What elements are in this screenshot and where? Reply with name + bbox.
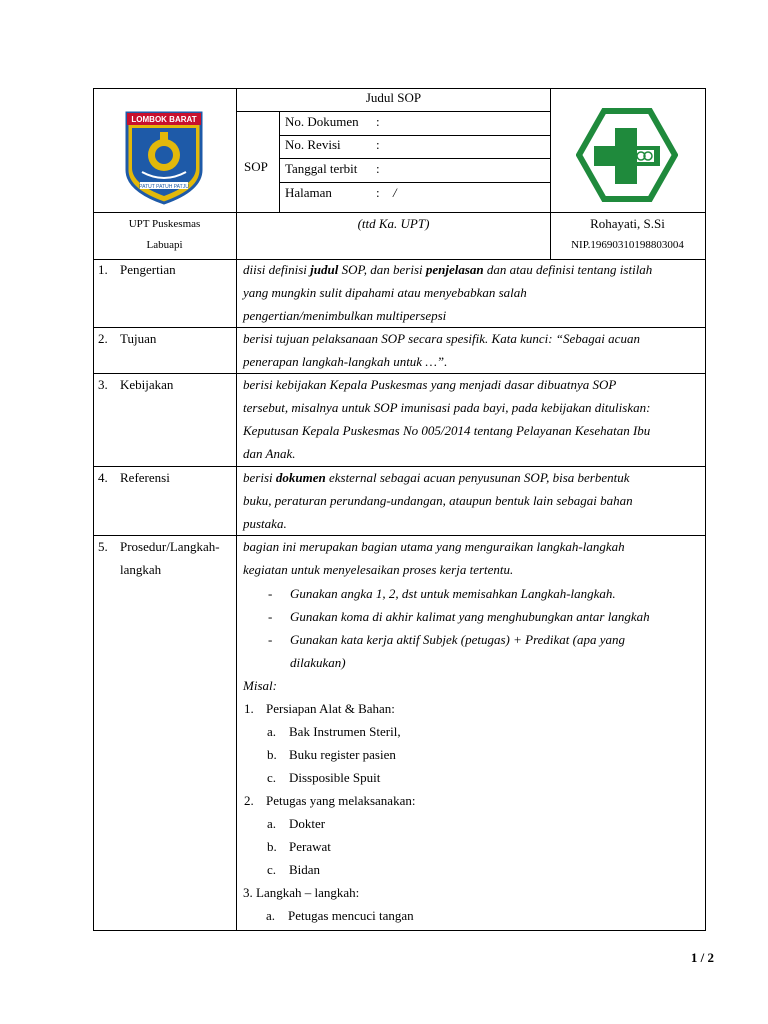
sublist-item: Bak Instrumen Steril, — [289, 724, 401, 739]
svg-text:LOMBOK BARAT: LOMBOK BARAT — [131, 115, 197, 124]
org-name-line2: Labuapi — [146, 239, 183, 251]
section-text: tersebut, misalnya untuk SOP imunisasi pada bayi, pada kebijakan dituliskan: — [243, 400, 651, 415]
example-heading: Misal: — [243, 678, 277, 693]
section-text: buku, peraturan perundang-undangan, ataupun bentuk lain sebagai bahan — [243, 493, 633, 508]
sublist-marker: a. — [267, 724, 277, 739]
section-label-kebijakan: Kebijakan — [120, 377, 174, 392]
signature-placeholder: (ttd Ka. UPT) — [357, 216, 430, 231]
sublist-marker: c. — [267, 862, 277, 877]
bullet-dash: - — [268, 609, 273, 624]
list-title: Petugas yang melaksanakan: — [266, 793, 416, 808]
section-text: penerapan langkah-langkah untuk …”. — [243, 354, 448, 369]
document-title: Judul SOP — [365, 90, 422, 105]
list-title: Persiapan Alat & Bahan: — [266, 701, 395, 716]
sublist-item: Buku register pasien — [289, 747, 396, 762]
bullet-dash: - — [268, 632, 273, 647]
section-text: berisi tujuan pelaksanaan SOP secara spesifik. Kata kunci: “Sebagai acuan — [243, 331, 640, 346]
field-sep: : — [376, 114, 380, 129]
section-number: 1. — [98, 262, 108, 277]
section-text: pustaka. — [243, 516, 287, 531]
field-label-no-revisi: No. Revisi — [285, 137, 341, 152]
list-number: 2. — [244, 793, 254, 808]
bullet-text: Gunakan koma di akhir kalimat yang menghubungkan antar langkah — [290, 609, 650, 624]
sublist-marker: a. — [266, 908, 276, 923]
puskesmas-logo — [576, 108, 678, 203]
field-sep: : — [376, 185, 380, 200]
sop-label: SOP — [244, 159, 268, 174]
list-number: 1. — [244, 701, 254, 716]
field-sep: : — [376, 161, 380, 176]
section-label-tujuan: Tujuan — [120, 331, 157, 346]
sublist-marker: c. — [267, 770, 277, 785]
sublist-item: Dissposible Spuit — [289, 770, 381, 785]
section-text: kegiatan untuk menyelesaikan proses kerja tertentu. — [243, 562, 514, 577]
sublist-marker: a. — [267, 816, 277, 831]
bullet-text-cont: dilakukan) — [290, 655, 346, 670]
section-label-prosedur: Prosedur/Langkah- — [120, 539, 220, 554]
section-text: berisi kebijakan Kepala Puskesmas yang menjadi dasar dibuatnya SOP — [243, 377, 617, 392]
bullet-dash: - — [268, 586, 273, 601]
sublist-item: Dokter — [289, 816, 326, 831]
section-text: diisi definisi judul SOP, dan berisi penjelasan dan atau definisi tentang istilah — [243, 262, 653, 277]
org-name-line1: UPT Puskesmas — [128, 218, 201, 230]
page-number: 1 / 2 — [690, 950, 714, 965]
sublist-marker: b. — [267, 747, 277, 762]
section-label-pengertian: Pengertian — [120, 262, 176, 277]
sublist-item: Petugas mencuci tangan — [288, 908, 414, 923]
sublist-item: Perawat — [289, 839, 331, 854]
section-text: pengertian/menimbulkan multipersepsi — [243, 308, 447, 323]
field-label-no-dokumen: No. Dokumen — [285, 114, 359, 129]
field-label-tanggal-terbit: Tanggal terbit — [285, 161, 358, 176]
section-number: 5. — [98, 539, 108, 554]
lombok-barat-logo — [124, 110, 204, 205]
field-label-halaman: Halaman — [285, 185, 332, 200]
field-value-halaman: / — [393, 185, 397, 200]
section-label-referensi: Referensi — [120, 470, 170, 485]
section-text: berisi dokumen eksternal sebagai acuan penyusunan SOP, bisa berbentuk — [243, 470, 630, 485]
section-text: Keputusan Kepala Puskesmas No 005/2014 tentang Pelayanan Kesehatan Ibu — [243, 423, 651, 438]
section-number: 3. — [98, 377, 108, 392]
signer-name: Rohayati, S.Si — [590, 216, 665, 231]
bullet-text: Gunakan kata kerja aktif Subjek (petugas) + Predikat (apa yang — [290, 632, 626, 647]
signer-nip: NIP.19690310198803004 — [571, 239, 684, 251]
svg-text:PATUT PATUH PATJU: PATUT PATUH PATJU — [139, 184, 189, 190]
bullet-text: Gunakan angka 1, 2, dst untuk memisahkan Langkah-langkah. — [290, 586, 616, 601]
section-number: 4. — [98, 470, 108, 485]
sublist-marker: b. — [267, 839, 277, 854]
section-number: 2. — [98, 331, 108, 346]
field-sep: : — [376, 137, 380, 152]
section-text: yang mungkin sulit dipahami atau menyebabkan salah — [243, 285, 527, 300]
section-text: bagian ini merupakan bagian utama yang menguraikan langkah-langkah — [243, 539, 625, 554]
section-text: dan Anak. — [243, 446, 296, 461]
section-label-prosedur-cont: langkah — [120, 562, 162, 577]
list-title: 3. Langkah – langkah: — [243, 885, 360, 900]
sublist-item: Bidan — [289, 862, 321, 877]
